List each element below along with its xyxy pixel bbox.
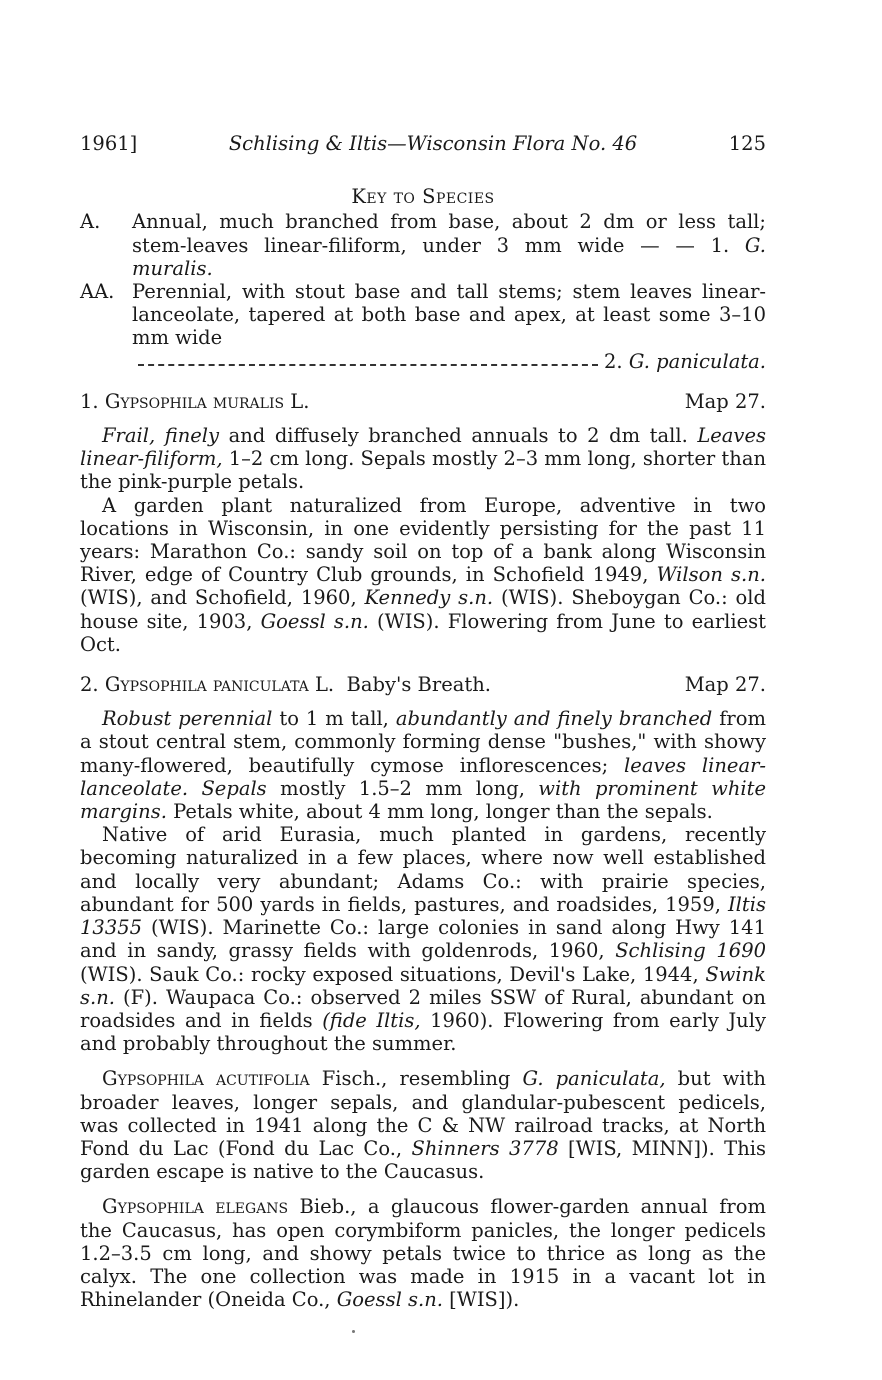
page-number: 125 (728, 132, 766, 155)
species-name: Gypsophila muralis (104, 389, 285, 413)
header-year: 1961] (80, 132, 138, 155)
species-name: Gypsophila acutifolia (102, 1067, 310, 1091)
note-acutifolia: Gypsophila acutifolia Fisch., resembling G. paniculata, but with broader leaves, longer sepals, and glandular-pubescent pedicels, was collected in 1941 along the C & NW railroad tracks, at North Fond du Lac (Fond du Lac Co., Shinners 3778 [WIS, MINN]). This garden escape is native to the Caucasus. (80, 1067, 766, 1184)
key-species: G. muralis. (132, 233, 767, 280)
leader-dots (138, 364, 598, 366)
common-name: Baby's Breath. (346, 673, 491, 697)
key-lead: 2. G. paniculata. (132, 350, 766, 373)
key-text: Annual, much branched from base, about 2 dm or less tall; stem-leaves linear-filiform, under 3 mm wide (132, 210, 766, 257)
key-lead: — — 1. G. muralis. (132, 233, 767, 280)
key-label: A. (80, 210, 101, 234)
map-ref: Map 27. (684, 673, 766, 697)
species-heading-paniculata: 2. Gypsophila paniculata L. Baby's Breath. Map 27. (80, 673, 766, 697)
description-paragraph: Frail, finely and diffusely branched annuals to 2 dm tall. Leaves linear-filiform, 1–2 cm long. Sepals mostly 2–3 mm long, shorter than the pink-purple petals. (80, 424, 766, 494)
key-row-a (80, 210, 766, 280)
species-name: Gypsophila paniculata (104, 673, 309, 697)
map-ref: Map 27. (684, 389, 766, 413)
species-heading-muralis: 1. Gypsophila muralis L. Map 27. (80, 389, 766, 413)
note-elegans: Gypsophila elegans Bieb., a glaucous flower-garden annual from the Caucasus, has open corymbiform panicles, the longer pedicels 1.2–3.5 cm long, and showy petals twice to thrice as long as the calyx. The one collection was made in 1915 in a vacant lot in Rhinelander (Oneida Co., Goessl s.n. [WIS]). (80, 1195, 766, 1312)
key-label: AA. (80, 280, 115, 304)
page (80, 132, 766, 1311)
key-species: G. paniculata. (628, 349, 766, 373)
page-header (80, 132, 766, 155)
key-row-aa (80, 280, 766, 373)
species-name: Gypsophila elegans (102, 1195, 289, 1219)
stray-mark (352, 1330, 355, 1333)
distribution-paragraph: A garden plant naturalized from Europe, adventive in two locations in Wisconsin, in one evidently persisting for the past 11 years: Marathon Co.: sandy soil on top of a bank along Wisconsin River, edge of Country Club grounds, in Schofield 1949, Wilson s.n. (WIS), and Schofield, 1960, Kennedy s.n. (WIS). Sheboygan Co.: old house site, 1903, Goessl s.n. (WIS). Flowering from June to earliest Oct. (80, 493, 766, 656)
running-title: Schlising & Iltis—Wisconsin Flora No. 46 (228, 132, 638, 155)
description-paragraph: Robust perennial to 1 m tall, abundantly and finely branched from a stout central stem, commonly forming dense "bushes," with showy many-flowered, beautifully cymose inflorescences; leaves linear-lanceolate. Sepals mostly 1.5–2 mm long, with prominent white margins. Petals white, about 4 mm long, longer than the sepals. (80, 707, 767, 824)
key-title: Key to Species (351, 185, 495, 209)
distribution-paragraph: Native of arid Eurasia, much planted in gardens, recently becoming naturalized in a few places, where now well established and locally very abundant; Adams Co.: with prairie species, abundant for 500 yards in fields, pastures, and roadsides, 1959, Iltis 13355 (WIS). Marinette Co.: large colonies in sand along Hwy 141 and in sandy, grassy fields with goldenrods, 1960, Schlising 1690 (WIS). Sauk Co.: rocky exposed situations, Devil's Lake, 1944, Swink s.n. (F). Waupaca Co.: observed 2 miles SSW of Rural, abundant on roadsides and in fields (fide Iltis, 1960). Flowering from early July and probably throughout the summer. (80, 823, 767, 1056)
key-text: Perennial, with stout base and tall stems; stem leaves linear-lanceolate, tapered at both base and apex, at least some 3–10 mm wide (132, 280, 766, 350)
